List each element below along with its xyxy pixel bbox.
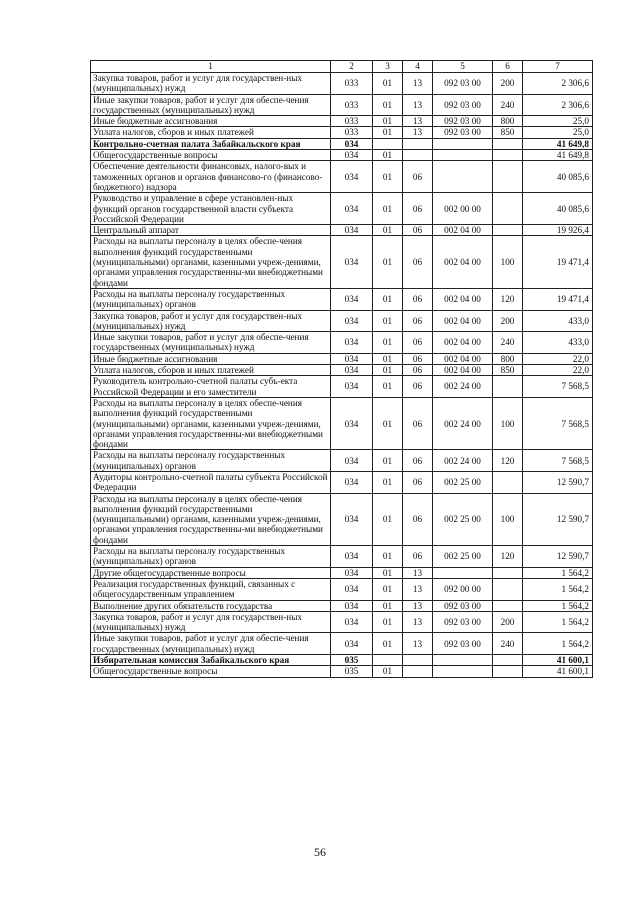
row-section-cell: 01 (373, 450, 403, 472)
row-amount-cell: 2 306,6 (523, 94, 593, 116)
row-code-cell: 034 (331, 365, 373, 376)
row-target-cell: 002 04 00 (433, 365, 493, 376)
row-section-cell: 01 (373, 332, 403, 354)
table-row (91, 600, 593, 611)
header-cell: 7 (523, 61, 593, 73)
table-row (91, 138, 593, 149)
row-name-cell: Общегосударственные вопросы (91, 666, 331, 677)
row-target-cell: 002 04 00 (433, 225, 493, 236)
row-code-cell: 034 (331, 600, 373, 611)
row-name-cell: Контрольно-счетная палата Забайкальского края (91, 138, 331, 149)
row-section-cell: 01 (373, 666, 403, 677)
row-section-cell: 01 (373, 600, 403, 611)
row-expense-type-cell: 240 (493, 332, 523, 354)
row-code-cell: 034 (331, 471, 373, 493)
row-target-cell (433, 655, 493, 666)
row-section-cell: 01 (373, 94, 403, 116)
row-section-cell: 01 (373, 493, 403, 545)
row-amount-cell: 41 600,1 (523, 666, 593, 677)
row-code-cell: 034 (331, 161, 373, 193)
table-row (91, 193, 593, 225)
row-name-cell: Реализация государственных функций, связанных с общегосударственным управлением (91, 578, 331, 600)
row-name-cell: Другие общегосударственные вопросы (91, 567, 331, 578)
row-section-cell: 01 (373, 116, 403, 127)
row-amount-cell: 40 085,6 (523, 193, 593, 225)
budget-table (90, 60, 593, 678)
row-amount-cell: 1 564,2 (523, 578, 593, 600)
row-section-cell: 01 (373, 397, 403, 449)
row-subsection-cell: 06 (403, 225, 433, 236)
row-section-cell: 01 (373, 310, 403, 332)
row-amount-cell: 7 568,5 (523, 450, 593, 472)
row-code-cell: 033 (331, 73, 373, 95)
header-cell: 2 (331, 61, 373, 73)
row-name-cell: Расходы на выплаты персоналу в целях обеспе-чения выполнения функций государственными (муниципальными) органами, казенными учреж-дениями, органами управления государственны-ми внебюджетными фондами (91, 236, 331, 288)
table-row (91, 365, 593, 376)
table-row (91, 236, 593, 288)
row-expense-type-cell: 240 (493, 633, 523, 655)
row-expense-type-cell: 200 (493, 73, 523, 95)
row-code-cell: 034 (331, 225, 373, 236)
row-expense-type-cell (493, 193, 523, 225)
row-section-cell: 01 (373, 73, 403, 95)
row-target-cell: 092 03 00 (433, 94, 493, 116)
row-target-cell: 002 04 00 (433, 353, 493, 364)
row-target-cell: 092 03 00 (433, 127, 493, 138)
table-row (91, 225, 593, 236)
table-row (91, 310, 593, 332)
row-amount-cell: 12 590,7 (523, 471, 593, 493)
header-cell: 6 (493, 61, 523, 73)
table-body (91, 73, 593, 678)
row-section-cell (373, 655, 403, 666)
row-target-cell: 092 03 00 (433, 633, 493, 655)
row-code-cell: 033 (331, 116, 373, 127)
row-target-cell: 002 25 00 (433, 546, 493, 568)
row-subsection-cell: 13 (403, 633, 433, 655)
table-row (91, 611, 593, 633)
row-name-cell: Закупка товаров, работ и услуг для государствен-ных (муниципальных) нужд (91, 310, 331, 332)
row-expense-type-cell: 850 (493, 365, 523, 376)
row-section-cell: 01 (373, 578, 403, 600)
row-expense-type-cell: 800 (493, 116, 523, 127)
row-expense-type-cell: 120 (493, 546, 523, 568)
row-expense-type-cell: 120 (493, 450, 523, 472)
row-name-cell: Иные закупки товаров, работ и услуг для обеспе-чения государственных (муниципальных) нужд (91, 332, 331, 354)
row-code-cell: 034 (331, 546, 373, 568)
row-target-cell: 002 24 00 (433, 397, 493, 449)
row-target-cell: 092 03 00 (433, 116, 493, 127)
row-code-cell: 034 (331, 397, 373, 449)
table-row (91, 94, 593, 116)
row-amount-cell: 1 564,2 (523, 600, 593, 611)
row-target-cell (433, 150, 493, 161)
row-subsection-cell: 06 (403, 353, 433, 364)
row-expense-type-cell: 240 (493, 94, 523, 116)
row-section-cell: 01 (373, 161, 403, 193)
row-target-cell (433, 161, 493, 193)
row-section-cell: 01 (373, 546, 403, 568)
page-number: 56 (314, 845, 326, 859)
row-name-cell: Закупка товаров, работ и услуг для государствен-ных (муниципальных) нужд (91, 73, 331, 95)
table-row (91, 150, 593, 161)
row-expense-type-cell (493, 578, 523, 600)
row-name-cell: Иные бюджетные ассигнования (91, 116, 331, 127)
row-expense-type-cell: 200 (493, 310, 523, 332)
row-subsection-cell: 06 (403, 332, 433, 354)
row-name-cell: Выполнение других обязательств государства (91, 600, 331, 611)
table-header-row (91, 61, 593, 73)
table-row (91, 397, 593, 449)
table-row (91, 666, 593, 677)
row-expense-type-cell: 100 (493, 236, 523, 288)
row-expense-type-cell (493, 161, 523, 193)
row-target-cell: 002 25 00 (433, 493, 493, 545)
row-amount-cell: 25,0 (523, 127, 593, 138)
row-subsection-cell: 06 (403, 310, 433, 332)
table-row (91, 161, 593, 193)
row-target-cell (433, 666, 493, 677)
table-row (91, 116, 593, 127)
table-row (91, 288, 593, 310)
row-subsection-cell: 06 (403, 397, 433, 449)
row-name-cell: Иные бюджетные ассигнования (91, 353, 331, 364)
row-amount-cell: 433,0 (523, 332, 593, 354)
row-subsection-cell: 06 (403, 365, 433, 376)
row-code-cell: 034 (331, 310, 373, 332)
header-cell: 1 (91, 61, 331, 73)
row-subsection-cell (403, 666, 433, 677)
row-expense-type-cell (493, 666, 523, 677)
row-name-cell: Руководитель контрольно-счетной палаты субъ-екта Российской Федерации и его заместители (91, 376, 331, 398)
row-amount-cell: 433,0 (523, 310, 593, 332)
row-subsection-cell: 06 (403, 193, 433, 225)
row-code-cell: 034 (331, 236, 373, 288)
row-expense-type-cell (493, 471, 523, 493)
row-section-cell: 01 (373, 225, 403, 236)
row-section-cell: 01 (373, 236, 403, 288)
row-section-cell: 01 (373, 611, 403, 633)
row-expense-type-cell (493, 225, 523, 236)
row-code-cell: 034 (331, 138, 373, 149)
table-row (91, 73, 593, 95)
row-amount-cell: 25,0 (523, 116, 593, 127)
row-expense-type-cell: 100 (493, 397, 523, 449)
row-name-cell: Уплата налогов, сборов и иных платежей (91, 127, 331, 138)
row-section-cell: 01 (373, 193, 403, 225)
row-name-cell: Общегосударственные вопросы (91, 150, 331, 161)
header-cell: 3 (373, 61, 403, 73)
table-row (91, 655, 593, 666)
row-code-cell: 034 (331, 633, 373, 655)
row-expense-type-cell (493, 600, 523, 611)
row-amount-cell: 19 471,4 (523, 288, 593, 310)
table-row (91, 450, 593, 472)
row-subsection-cell: 06 (403, 376, 433, 398)
row-name-cell: Расходы на выплаты персоналу государственных (муниципальных) органов (91, 288, 331, 310)
row-name-cell: Обеспечение деятельности финансовых, налого-вых и таможенных органов и органов финансово-го (финансово-бюджетного) надзора (91, 161, 331, 193)
row-target-cell: 002 00 00 (433, 193, 493, 225)
row-code-cell: 033 (331, 127, 373, 138)
row-code-cell: 034 (331, 611, 373, 633)
row-subsection-cell: 06 (403, 471, 433, 493)
row-name-cell: Расходы на выплаты персоналу государственных (муниципальных) органов (91, 546, 331, 568)
row-amount-cell: 7 568,5 (523, 376, 593, 398)
row-code-cell: 034 (331, 288, 373, 310)
table-row (91, 578, 593, 600)
row-code-cell: 033 (331, 94, 373, 116)
row-section-cell: 01 (373, 353, 403, 364)
row-subsection-cell: 06 (403, 493, 433, 545)
row-name-cell: Иные закупки товаров, работ и услуг для обеспе-чения государственных (муниципальных) нужд (91, 94, 331, 116)
row-expense-type-cell (493, 376, 523, 398)
row-expense-type-cell: 800 (493, 353, 523, 364)
row-name-cell: Руководство и управление в сфере установлен-ных функций органов государственной власти субъекта Российской Федерации (91, 193, 331, 225)
row-subsection-cell (403, 138, 433, 149)
row-target-cell (433, 567, 493, 578)
row-section-cell: 01 (373, 288, 403, 310)
row-subsection-cell: 13 (403, 94, 433, 116)
row-code-cell: 034 (331, 567, 373, 578)
row-name-cell: Избирательная комиссия Забайкальского края (91, 655, 331, 666)
table-row (91, 567, 593, 578)
row-subsection-cell: 13 (403, 116, 433, 127)
row-section-cell: 01 (373, 127, 403, 138)
row-target-cell: 092 03 00 (433, 73, 493, 95)
row-code-cell: 034 (331, 493, 373, 545)
header-cell: 5 (433, 61, 493, 73)
row-code-cell: 034 (331, 450, 373, 472)
row-subsection-cell: 13 (403, 127, 433, 138)
row-amount-cell: 22,0 (523, 353, 593, 364)
row-section-cell: 01 (373, 150, 403, 161)
row-expense-type-cell: 850 (493, 127, 523, 138)
row-code-cell: 035 (331, 655, 373, 666)
table-row (91, 332, 593, 354)
table-row (91, 127, 593, 138)
row-target-cell: 092 00 00 (433, 578, 493, 600)
row-expense-type-cell (493, 138, 523, 149)
row-target-cell: 002 24 00 (433, 376, 493, 398)
row-name-cell: Иные закупки товаров, работ и услуг для обеспе-чения государственных (муниципальных) нужд (91, 633, 331, 655)
row-subsection-cell: 13 (403, 600, 433, 611)
row-amount-cell: 41 600,1 (523, 655, 593, 666)
row-name-cell: Аудиторы контрольно-счетной палаты субъекта Российской Федерации (91, 471, 331, 493)
row-section-cell: 01 (373, 633, 403, 655)
row-expense-type-cell (493, 150, 523, 161)
row-amount-cell: 19 926,4 (523, 225, 593, 236)
row-subsection-cell: 13 (403, 611, 433, 633)
row-subsection-cell: 13 (403, 73, 433, 95)
row-subsection-cell: 06 (403, 450, 433, 472)
row-subsection-cell: 13 (403, 578, 433, 600)
row-name-cell: Расходы на выплаты персоналу в целях обеспе-чения выполнения функций государственными (муниципальными) органами, казенными учреж-дениями, органами управления государственны-ми внебюджетными фондами (91, 493, 331, 545)
row-section-cell: 01 (373, 567, 403, 578)
row-subsection-cell: 06 (403, 236, 433, 288)
table-row (91, 376, 593, 398)
header-cell: 4 (403, 61, 433, 73)
row-target-cell: 092 03 00 (433, 611, 493, 633)
row-section-cell: 01 (373, 376, 403, 398)
row-expense-type-cell (493, 655, 523, 666)
row-subsection-cell (403, 655, 433, 666)
row-target-cell: 002 24 00 (433, 450, 493, 472)
row-code-cell: 034 (331, 353, 373, 364)
row-subsection-cell: 06 (403, 288, 433, 310)
row-name-cell: Уплата налогов, сборов и иных платежей (91, 365, 331, 376)
row-amount-cell: 41 649,8 (523, 150, 593, 161)
table-row (91, 353, 593, 364)
row-target-cell (433, 138, 493, 149)
row-target-cell: 002 04 00 (433, 236, 493, 288)
row-subsection-cell: 06 (403, 546, 433, 568)
row-section-cell: 01 (373, 471, 403, 493)
row-amount-cell: 1 564,2 (523, 633, 593, 655)
row-code-cell: 034 (331, 376, 373, 398)
table-row (91, 471, 593, 493)
row-code-cell: 034 (331, 193, 373, 225)
row-target-cell: 002 25 00 (433, 471, 493, 493)
row-amount-cell: 1 564,2 (523, 567, 593, 578)
row-amount-cell: 40 085,6 (523, 161, 593, 193)
row-target-cell: 002 04 00 (433, 288, 493, 310)
row-amount-cell: 1 564,2 (523, 611, 593, 633)
row-name-cell: Закупка товаров, работ и услуг для государствен-ных (муниципальных) нужд (91, 611, 331, 633)
row-name-cell: Расходы на выплаты персоналу в целях обеспе-чения выполнения функций государственными (муниципальными) органами, казенными учреж-дениями, органами управления государственны-ми внебюджетными фондами (91, 397, 331, 449)
row-name-cell: Расходы на выплаты персоналу государственных (муниципальных) органов (91, 450, 331, 472)
row-amount-cell: 12 590,7 (523, 493, 593, 545)
row-expense-type-cell: 100 (493, 493, 523, 545)
row-amount-cell: 19 471,4 (523, 236, 593, 288)
row-name-cell: Центральный аппарат (91, 225, 331, 236)
row-subsection-cell (403, 150, 433, 161)
table-row (91, 493, 593, 545)
row-code-cell: 034 (331, 332, 373, 354)
row-target-cell: 002 04 00 (433, 332, 493, 354)
row-section-cell (373, 138, 403, 149)
table-row (91, 633, 593, 655)
row-code-cell: 034 (331, 150, 373, 161)
row-code-cell: 034 (331, 578, 373, 600)
row-subsection-cell: 13 (403, 567, 433, 578)
row-subsection-cell: 06 (403, 161, 433, 193)
row-target-cell: 002 04 00 (433, 310, 493, 332)
row-amount-cell: 12 590,7 (523, 546, 593, 568)
row-code-cell: 035 (331, 666, 373, 677)
row-amount-cell: 2 306,6 (523, 73, 593, 95)
row-amount-cell: 7 568,5 (523, 397, 593, 449)
row-expense-type-cell: 200 (493, 611, 523, 633)
row-expense-type-cell (493, 567, 523, 578)
table-row (91, 546, 593, 568)
row-target-cell: 092 03 00 (433, 600, 493, 611)
row-section-cell: 01 (373, 365, 403, 376)
row-amount-cell: 41 649,8 (523, 138, 593, 149)
row-expense-type-cell: 120 (493, 288, 523, 310)
row-amount-cell: 22,0 (523, 365, 593, 376)
